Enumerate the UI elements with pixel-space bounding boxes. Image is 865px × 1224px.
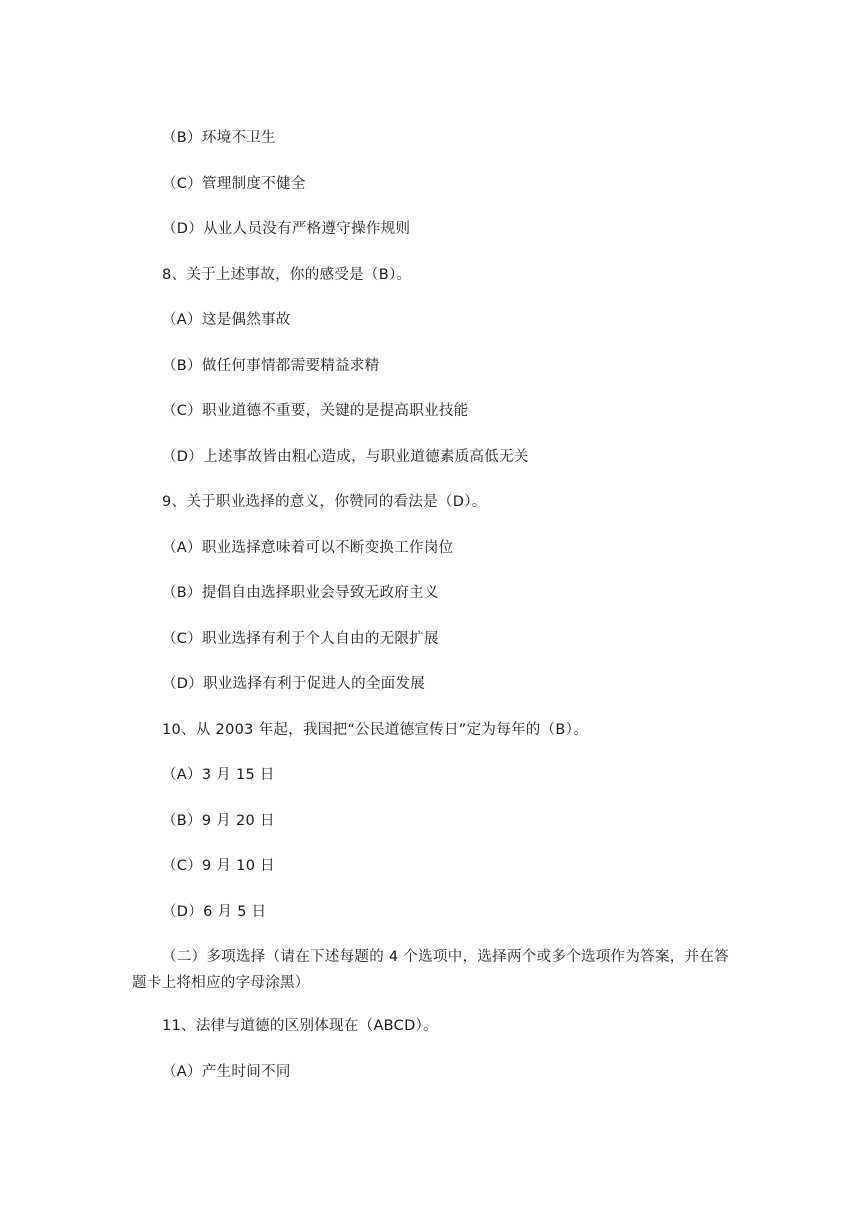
question-10: 10、从 2003 年起，我国把“公民道德宣传日”定为每年的（B）。 [162, 722, 588, 738]
option-10d: （D）6 月 5 日 [162, 904, 267, 920]
option-8b: （B）做任何事情都需要精益求精 [162, 358, 380, 374]
section-heading-multiple-choice: （二）多项选择（请在下述每题的 4 个选项中，选择两个或多个选项作为答案，并在答题卡上将相应的字母涂黑） [132, 949, 729, 991]
option-8c: （C）职业道德不重要，关键的是提高职业技能 [162, 403, 469, 419]
option-8d: （D）上述事故皆由粗心造成，与职业道德素质高低无关 [162, 449, 529, 465]
option-10b: （B）9 月 20 日 [162, 813, 275, 829]
option-9d: （D）职业选择有利于促进人的全面发展 [162, 676, 426, 692]
question-9: 9、关于职业选择的意义，你赞同的看法是（D）。 [162, 494, 487, 510]
option-9b: （B）提倡自由选择职业会导致无政府主义 [162, 585, 439, 601]
option-9c: （C）职业选择有利于个人自由的无限扩展 [162, 631, 439, 647]
option-7c: （C）管理制度不健全 [162, 176, 306, 192]
option-7b: （B）环境不卫生 [162, 130, 276, 146]
option-9a: （A）职业选择意味着可以不断变换工作岗位 [162, 540, 454, 556]
question-11: 11、法律与道德的区别体现在（ABCD）。 [162, 1018, 438, 1034]
option-7d: （D）从业人员没有严格遵守操作规则 [162, 221, 411, 237]
option-10a: （A）3 月 15 日 [162, 767, 275, 783]
option-11a: （A）产生时间不同 [162, 1064, 291, 1080]
question-8: 8、关于上述事故，你的感受是（B）。 [162, 267, 412, 283]
option-8a: （A）这是偶然事故 [162, 312, 291, 328]
option-10c: （C）9 月 10 日 [162, 858, 275, 874]
